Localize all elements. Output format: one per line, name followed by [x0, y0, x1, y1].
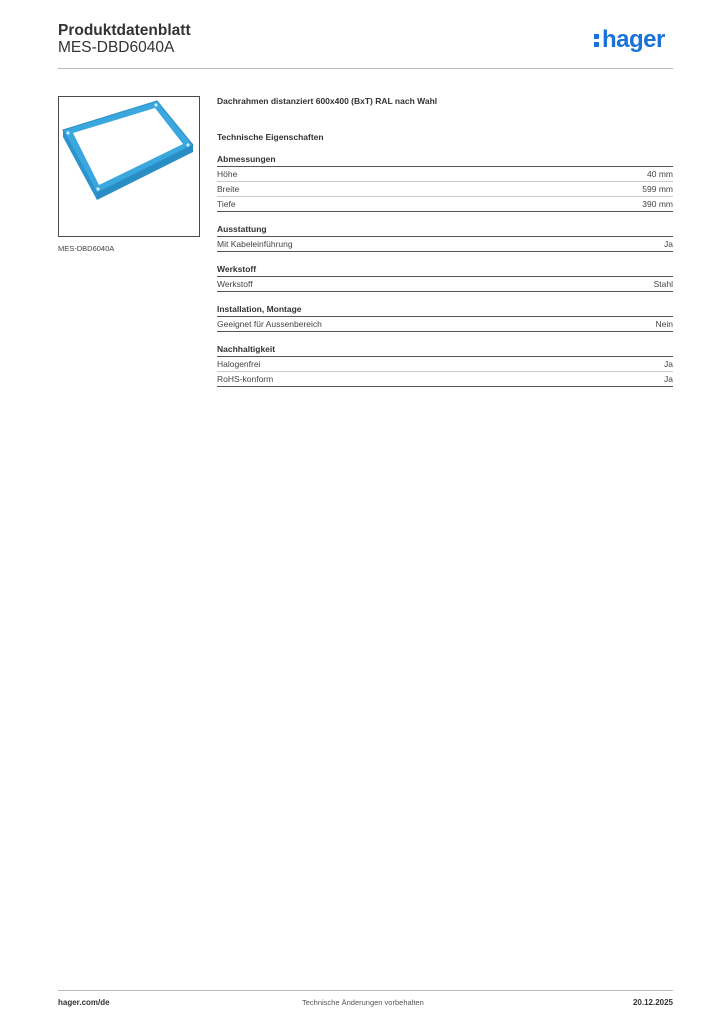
footer-note: Technische Änderungen vorbehalten	[302, 998, 424, 1007]
spec-value: Ja	[664, 374, 673, 384]
spec-value: 390 mm	[642, 199, 673, 209]
spec-value: 599 mm	[642, 184, 673, 194]
spec-value: 40 mm	[647, 169, 673, 179]
spec-label: Höhe	[217, 169, 238, 179]
spec-label: Mit Kabeleinführung	[217, 239, 293, 249]
section-title: Ausstattung	[217, 224, 673, 237]
spec-label: RoHS-konform	[217, 374, 274, 384]
section-title: Nachhaltigkeit	[217, 344, 673, 357]
footer-website-link[interactable]: hager.com/de	[58, 998, 110, 1007]
image-caption: MES-DBD6040A	[58, 244, 115, 253]
spec-row	[217, 197, 673, 212]
spec-section-dimensions	[217, 154, 673, 212]
spec-label: Breite	[217, 184, 240, 194]
section-title: Abmessungen	[217, 154, 673, 167]
product-number: MES-DBD6040A	[58, 39, 175, 56]
section-title: Installation, Montage	[217, 304, 673, 317]
spec-section-sustainability	[217, 344, 673, 387]
hager-logo	[594, 28, 665, 52]
product-image-frame	[58, 96, 200, 237]
logo-dots-icon	[594, 34, 599, 47]
spec-row	[217, 357, 673, 372]
spec-section-installation	[217, 304, 673, 332]
spec-value: Stahl	[653, 279, 673, 289]
footer-date: 20.12.2025	[632, 998, 673, 1007]
spec-row	[217, 182, 673, 197]
spec-value: Ja	[664, 239, 673, 249]
section-title: Werkstoff	[217, 264, 673, 277]
spec-row	[217, 372, 673, 387]
spec-row	[217, 317, 673, 332]
spec-row	[217, 167, 673, 182]
spec-row	[217, 277, 673, 292]
blue-frame-product-image	[59, 97, 199, 236]
spec-label: Werkstoff	[217, 279, 253, 289]
spec-value: Nein	[655, 319, 673, 329]
tech-heading: Technische Eigenschaften	[217, 132, 324, 142]
logo-text: hager	[602, 26, 665, 53]
product-description: Dachrahmen distanziert 600x400 (BxT) RAL nach Wahl	[217, 96, 438, 106]
header-divider	[58, 68, 673, 69]
spec-area	[217, 94, 673, 387]
spec-section-equipment	[217, 224, 673, 252]
spec-section-material	[217, 264, 673, 292]
spec-label: Geeignet für Aussenbereich	[217, 319, 322, 329]
spec-value: Ja	[664, 359, 673, 369]
spec-row	[217, 237, 673, 252]
spec-label: Halogenfrei	[217, 359, 261, 369]
spec-label: Tiefe	[217, 199, 236, 209]
footer-divider	[58, 990, 673, 991]
page-title: Produktdatenblatt	[58, 22, 191, 39]
